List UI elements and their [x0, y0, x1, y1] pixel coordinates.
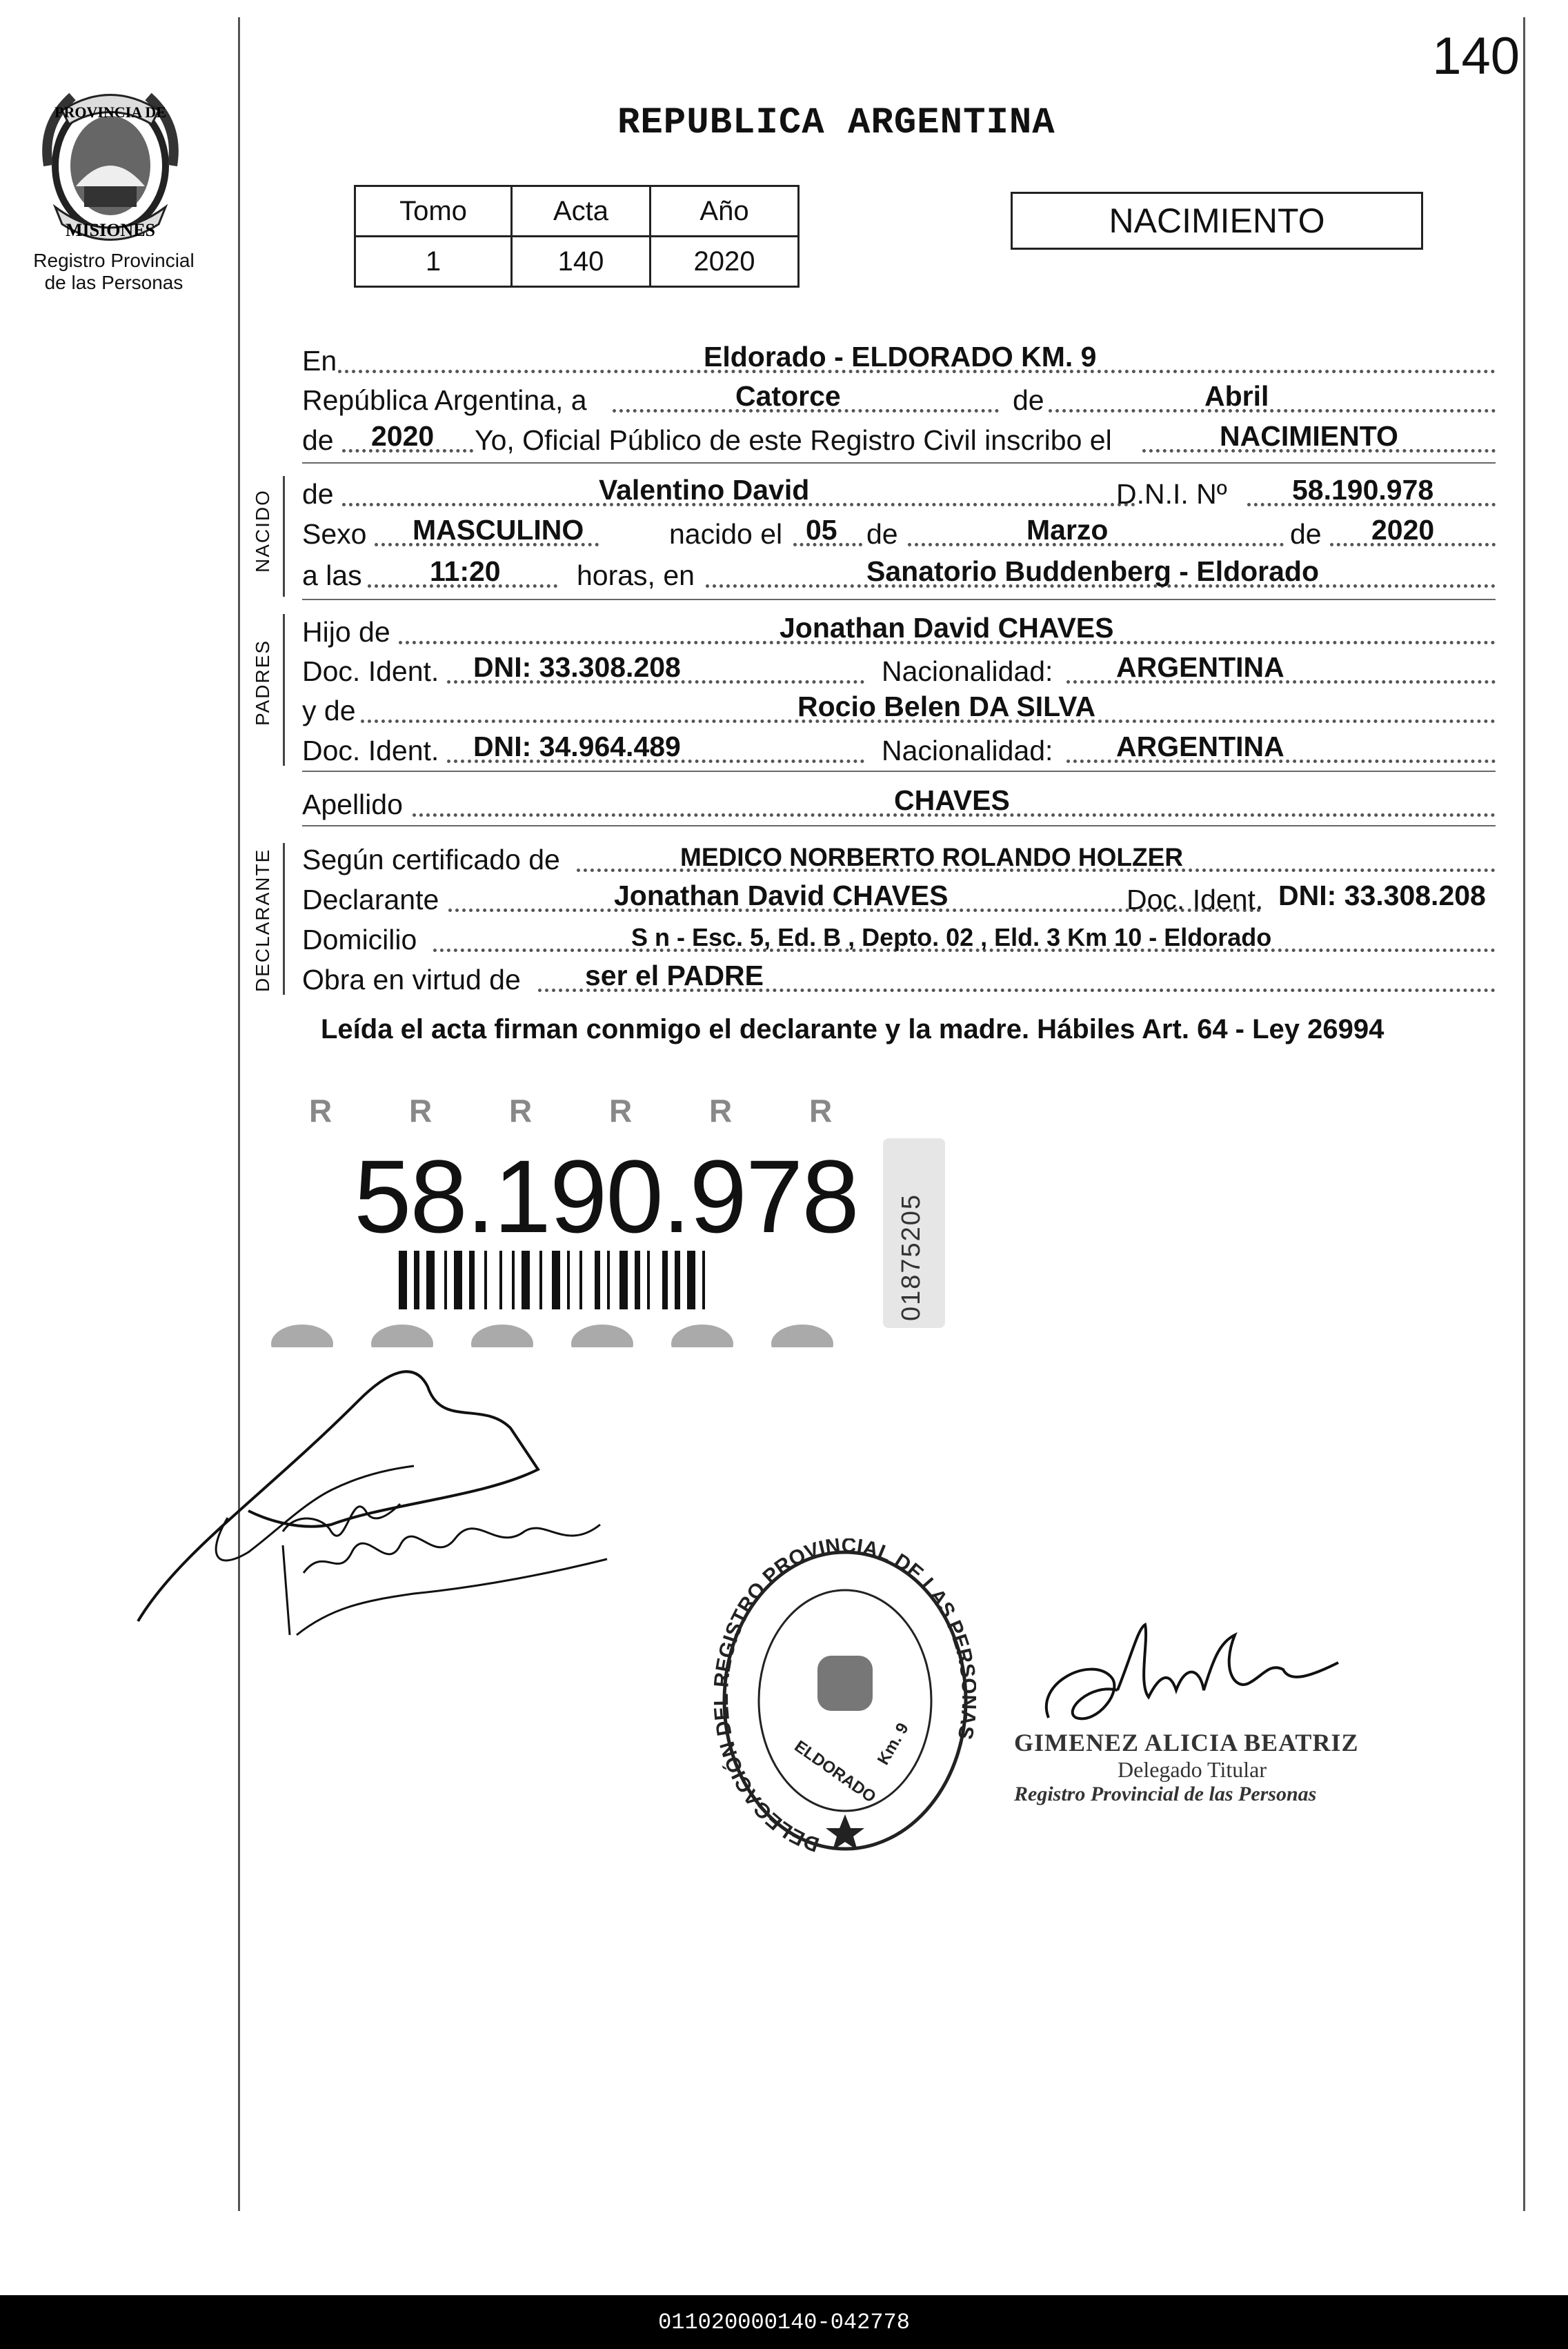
declarant-doc-value: DNI: 33.308.208	[1278, 880, 1486, 911]
anio-value: 2020	[651, 237, 799, 287]
child-dni-value: 58.190.978	[1292, 474, 1434, 506]
birthplace-value: Sanatorio Buddenberg - Eldorado	[866, 555, 1320, 587]
anio-header: Año	[651, 186, 799, 237]
barcode-bar	[522, 1251, 530, 1309]
sex-value: MASCULINO	[413, 514, 584, 546]
declarant-name-value: Jonathan David CHAVES	[614, 880, 949, 911]
barcode-serial: 01875205	[897, 1193, 926, 1321]
footer-code: 011020000140-042778	[658, 2310, 910, 2335]
row-sex-birthdate: Sexo MASCULINO nacido el 05 de Marzo de 2020	[302, 515, 1496, 553]
watermark-mark: R	[309, 1096, 333, 1129]
registry-stamp	[714, 1538, 976, 1863]
footer-bar	[0, 2295, 1568, 2349]
barcode-bar	[619, 1251, 628, 1309]
father-doc-value: DNI: 33.308.208	[473, 651, 681, 683]
barcode-bar	[454, 1251, 462, 1309]
barcode-sticker	[261, 1096, 875, 1347]
father-name-value: Jonathan David CHAVES	[780, 612, 1114, 644]
barcode-bar	[647, 1251, 650, 1309]
row-father: Hijo de Jonathan David CHAVES	[302, 613, 1496, 651]
father-nationality-value: ARGENTINA	[1116, 651, 1284, 683]
barcode-bar	[595, 1251, 600, 1309]
document-title: REPUBLICA ARGENTINA	[617, 102, 1055, 144]
day-words-value: Catorce	[735, 380, 841, 412]
section-label-declarante: DECLARANTE	[252, 848, 273, 992]
certificate-value: MEDICO NORBERTO ROLANDO HOLZER	[680, 843, 1184, 871]
row-time-place: a las 11:20 horas, en Sanatorio Buddenberg - Eldorado	[302, 556, 1496, 595]
row-date: República Argentina, a Catorce de Abril	[302, 381, 1496, 419]
barcode-bar	[444, 1251, 447, 1309]
inscribo-value: NACIMIENTO	[1220, 420, 1398, 452]
declarant-signature	[124, 1345, 711, 1642]
acta-header: Acta	[512, 186, 651, 237]
official-signature-block	[1014, 1728, 1358, 1806]
watermark-mark: R	[809, 1096, 833, 1129]
barcode-bar	[469, 1251, 475, 1309]
mother-nationality-value: ARGENTINA	[1116, 731, 1284, 762]
row-address: Domicilio S n - Esc. 5, Ed. B , Depto. 02 , Eld. 3 Km 10 - Eldorado	[302, 920, 1496, 959]
row-reason: Obra en virtud de ser el PADRE	[302, 960, 1496, 999]
barcode-bar	[539, 1251, 542, 1309]
barcode-bar	[399, 1251, 407, 1309]
logo-bottom-text: MISIONES	[65, 220, 156, 240]
section-label-padres: PADRES	[252, 639, 273, 726]
watermark-mark: R	[609, 1096, 633, 1129]
barcode-bar	[687, 1251, 695, 1309]
watermark-mark	[471, 1325, 533, 1347]
barcode-bar	[512, 1251, 515, 1309]
row-child-name: de Valentino David D.N.I. Nº 58.190.978	[302, 475, 1496, 513]
row-certificate: Según certificado de MEDICO NORBERTO ROLANDO HOLZER	[302, 840, 1496, 879]
acta-value: 140	[512, 237, 651, 287]
place-value: Eldorado - ELDORADO KM. 9	[704, 341, 1097, 373]
watermark-mark: R	[509, 1096, 533, 1129]
stamp-km: Km. 9	[873, 1719, 913, 1768]
watermark-mark	[571, 1325, 633, 1347]
watermark-mark	[671, 1325, 733, 1347]
address-value: S n - Esc. 5, Ed. B , Depto. 02 , Eld. 3 Km 10 - Eldorado	[631, 923, 1272, 951]
barcode-bar	[702, 1251, 705, 1309]
page-number: 140	[1432, 27, 1520, 86]
birth-day-value: 05	[806, 514, 837, 546]
barcode-bar	[607, 1251, 610, 1309]
row-surname: Apellido CHAVES	[302, 785, 1496, 824]
barcode-bar	[499, 1251, 502, 1309]
birth-year-value: 2020	[1371, 514, 1435, 546]
barcode-bar	[567, 1251, 570, 1309]
stamp-city: ELDORADO	[791, 1736, 880, 1807]
row-declarant: Declarante Jonathan David CHAVES Doc. Ident. DNI: 33.308.208	[302, 880, 1486, 915]
logo-top-text: PROVINCIA DE	[54, 103, 166, 121]
watermark-mark: R	[709, 1096, 733, 1129]
mother-name-value: Rocio Belen DA SILVA	[797, 691, 1096, 722]
record-table	[354, 185, 800, 288]
tomo-value: 1	[355, 237, 512, 287]
child-name-value: Valentino David	[599, 474, 810, 506]
barcode-bar	[414, 1251, 419, 1309]
month-value: Abril	[1204, 380, 1269, 412]
birth-time-value: 11:20	[430, 555, 501, 587]
barcode-bar	[662, 1251, 668, 1309]
row-place: En Eldorado - ELDORADO KM. 9	[302, 341, 1496, 380]
row-mother-doc: Doc. Ident. DNI: 34.964.489 Nacionalidad: ARGENTINA	[302, 731, 1496, 770]
barcode-bar	[675, 1251, 680, 1309]
watermark-mark	[771, 1325, 833, 1347]
act-type-box: NACIMIENTO	[1011, 192, 1423, 250]
row-father-doc: Doc. Ident. DNI: 33.308.208 Nacionalidad: ARGENTINA	[302, 652, 1496, 691]
svg-text:DELEGACIÓN DEL REGISTRO PROVIN: DELEGACIÓN EGISTRO PROVINCIAL DE LAS PER S	[714, 1538, 976, 1856]
section-label-nacido: NACIDO	[252, 489, 273, 573]
official-signature	[1035, 1614, 1345, 1738]
reason-value: ser el PADRE	[585, 960, 764, 991]
surname-value: CHAVES	[894, 784, 1010, 816]
registry-label: Registro Provincial de las Personas	[33, 250, 195, 293]
row-inscribo: de 2020 Yo, Oficial Público de este Registro Civil inscribo el NACIMIENTO	[302, 421, 1496, 459]
official-office: Registro Provincial de las Personas	[1014, 1783, 1317, 1805]
barcode-bar	[635, 1251, 640, 1309]
watermark-mark	[371, 1325, 433, 1347]
right-margin-line	[1523, 17, 1525, 2211]
barcode-bar	[579, 1251, 582, 1309]
barcode-bar	[484, 1251, 487, 1309]
mother-doc-value: DNI: 34.964.489	[473, 731, 681, 762]
row-mother: y de Rocio Belen DA SILVA	[302, 691, 1496, 730]
left-margin-line	[238, 17, 240, 2211]
barcode-bar	[552, 1251, 560, 1309]
barcode-number: 58.190.978	[354, 1138, 858, 1254]
tomo-header: Tomo	[355, 186, 512, 237]
birth-month-value: Marzo	[1026, 514, 1109, 546]
legal-note: Leída el acta firman conmigo el declarante y la madre. Hábiles Art. 64 - Ley 26994	[321, 1014, 1385, 1044]
watermark-mark	[271, 1325, 333, 1347]
barcode-bar	[426, 1251, 435, 1309]
watermark-mark: R	[409, 1096, 433, 1129]
official-role: Delegado Titular	[1118, 1757, 1267, 1782]
year-value: 2020	[371, 420, 435, 452]
official-name: GIMENEZ ALICIA BEATRIZ	[1014, 1729, 1359, 1756]
province-seal-logo	[34, 83, 186, 248]
